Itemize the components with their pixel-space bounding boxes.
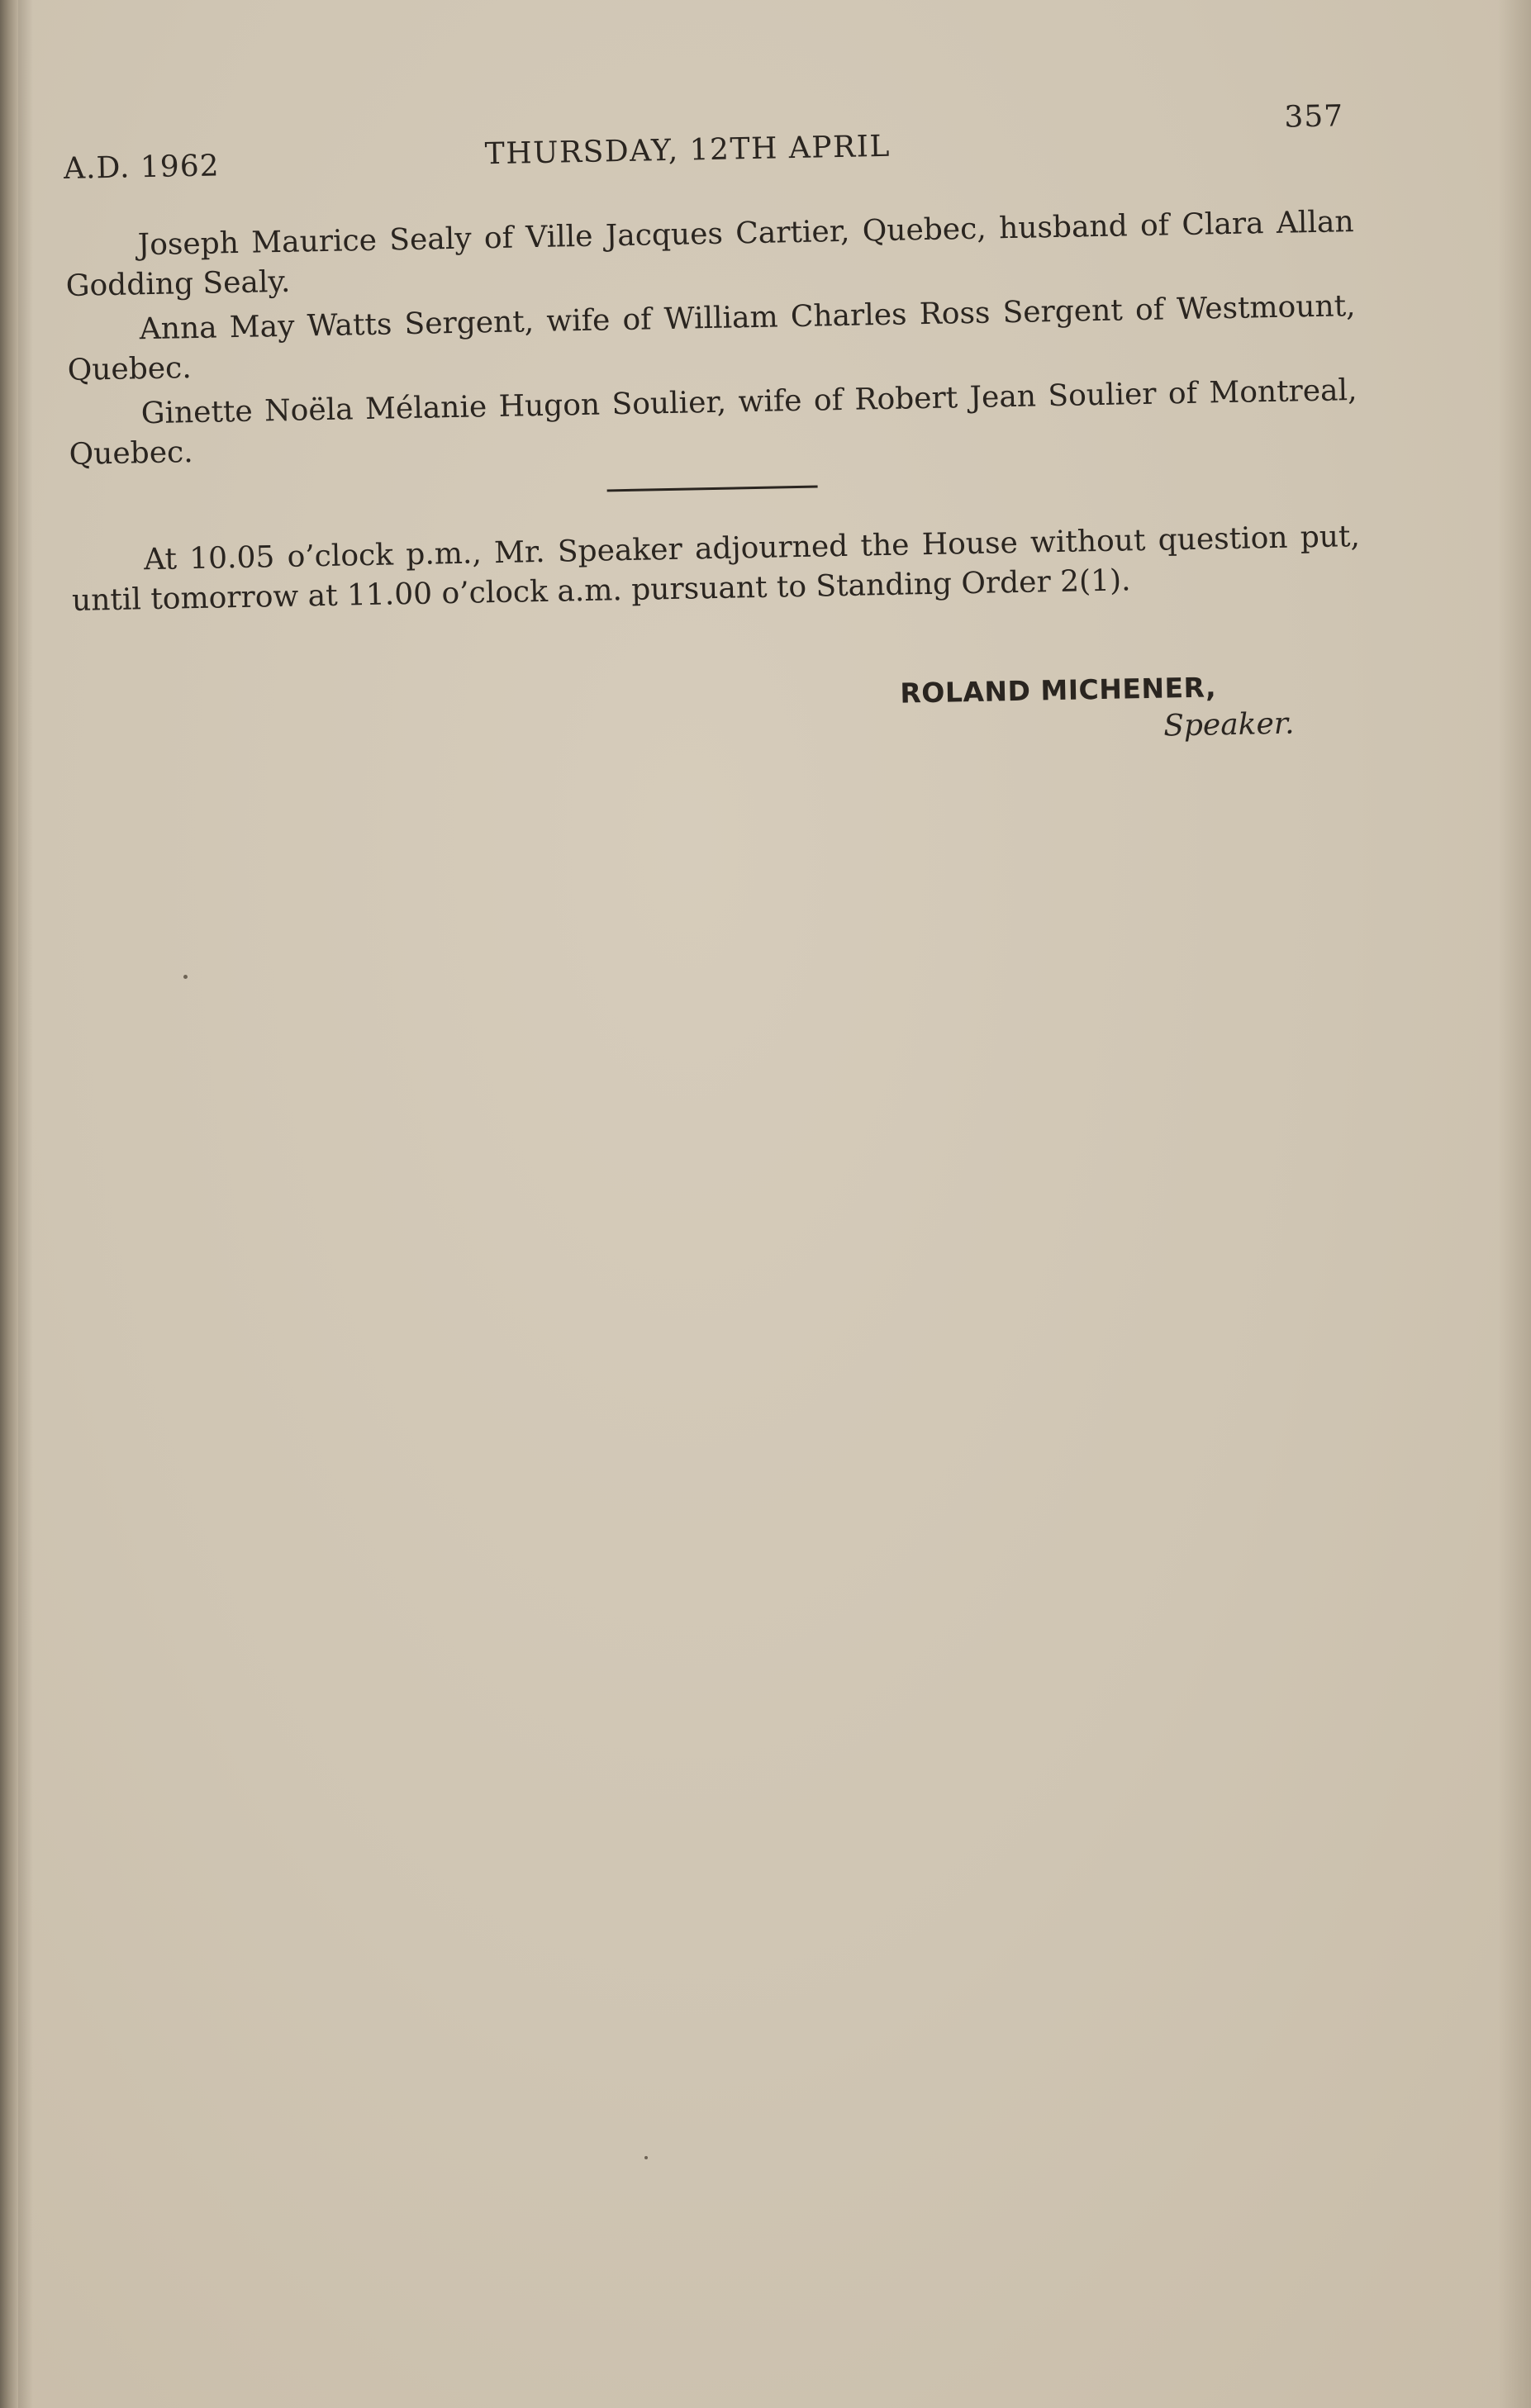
paper-speck	[644, 2156, 648, 2159]
entry-soulier: Ginette Noëla Mélanie Hugon Soulier, wife of Robert Jean Soulier of Montreal, Quebec.	[69, 373, 1357, 472]
entry-sealy: Joseph Maurice Sealy of Ville Jacques Cartier, Quebec, husband of Clara Allan Godding Sealy.	[65, 205, 1354, 303]
signature-block	[900, 666, 1364, 751]
adjournment-paragraph: At 10.05 o’clock p.m., Mr. Speaker adjourned the House without question put, until tomorrow at 11.00 o’clock a.m. pursuant to Standing Order 2(1).	[71, 519, 1361, 618]
page-right-edge	[1498, 0, 1531, 2408]
section-divider	[607, 486, 818, 492]
header-date: THURSDAY, 12TH APRIL	[484, 129, 891, 172]
book-spine-edge	[0, 0, 18, 2408]
running-header	[63, 99, 1353, 186]
header-year: A.D. 1962	[63, 149, 220, 186]
spine-shadow	[18, 0, 33, 2408]
paper-speck	[183, 975, 188, 979]
divorce-entries-list	[64, 202, 1357, 475]
signatory-title: Speaker.	[1163, 706, 1295, 743]
page-number: 357	[1284, 99, 1344, 135]
entry-sergent: Anna May Watts Sergent, wife of William Charles Ross Sergent of Westmount, Quebec.	[67, 289, 1356, 387]
page-content	[63, 99, 1364, 767]
signatory-name: ROLAND MICHENER,	[900, 671, 1217, 710]
